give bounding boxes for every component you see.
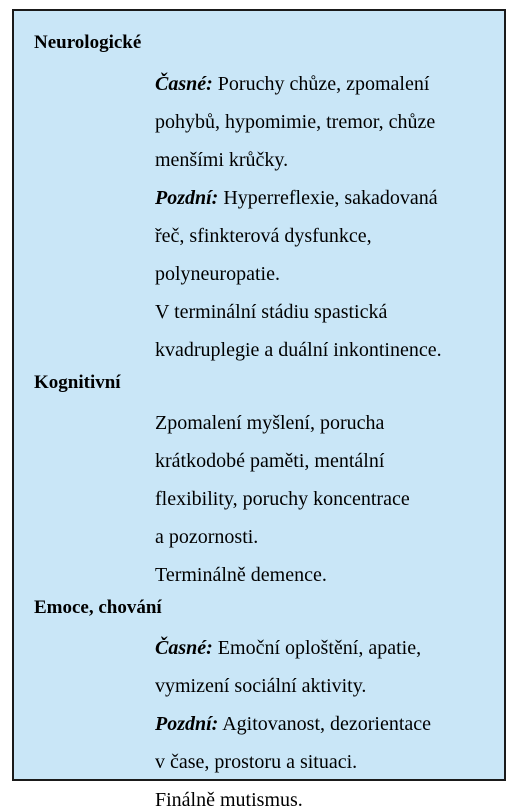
- text-line: Finálně mutismus.: [155, 789, 303, 811]
- line-text: Hyperreflexie, sakadovaná: [218, 187, 438, 209]
- text-line: pohybů, hypomimie, tremor, chůze: [155, 111, 436, 133]
- text-line: polyneuropatie.: [155, 263, 280, 285]
- text-line: V terminální stádiu spastická: [155, 301, 388, 323]
- text-line: [155, 188, 438, 208]
- text-line: řeč, sfinkterová dysfunkce,: [155, 225, 372, 247]
- text-line: flexibility, poruchy koncentrace: [155, 488, 410, 510]
- line-text: Poruchy chůze, zpomalení: [212, 73, 430, 95]
- stage-label-late: Pozdní:: [155, 187, 219, 209]
- line-text: Emoční oploštění, apatie,: [212, 637, 422, 659]
- stage-label-early: Časné:: [155, 637, 213, 659]
- text-line: v čase, prostoru a situaci.: [155, 751, 358, 773]
- text-line: Terminálně demence.: [155, 564, 327, 586]
- text-line: a pozornosti.: [155, 526, 259, 548]
- section-heading-neurologicke: Neurologické: [34, 32, 142, 53]
- text-line: [155, 638, 421, 658]
- text-line: kvadruplegie a duální inkontinence.: [155, 339, 442, 361]
- text-line: Zpomalení myšlení, porucha: [155, 412, 385, 434]
- text-line: [155, 714, 431, 734]
- section-heading-emoce-chovani: Emoce, chování: [34, 597, 162, 618]
- symptom-table-box: [12, 9, 506, 811]
- text-line: krátkodobé paměti, mentální: [155, 450, 385, 472]
- stage-label-early: Časné:: [155, 73, 213, 95]
- section-heading-kognitivni: Kognitivní: [34, 372, 121, 393]
- text-line: menšími krůčky.: [155, 149, 289, 171]
- line-text: Agitovanost, dezorientace: [218, 713, 432, 735]
- text-line: vymizení sociální aktivity.: [155, 675, 367, 697]
- stage-label-late: Pozdní:: [155, 713, 219, 735]
- text-line: [155, 74, 429, 94]
